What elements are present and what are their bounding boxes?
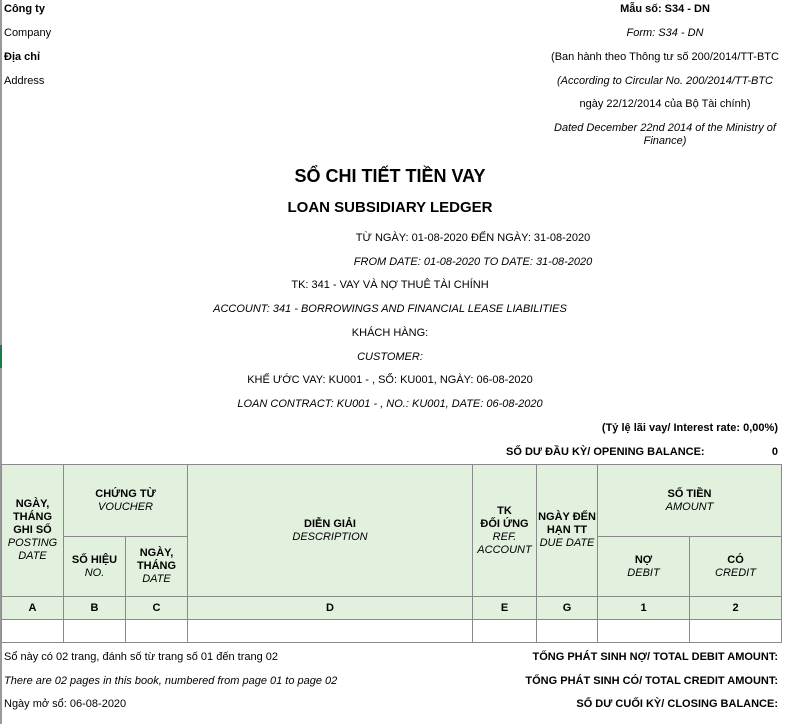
company-label-en: Company <box>4 27 52 39</box>
interest-rate: (Tỷ lệ lãi vay/ Interest rate: 0,00%) <box>601 422 778 434</box>
period-vi: TỪ NGÀY: 01-08-2020 ĐẾN NGÀY: 31-08-2020 <box>355 232 591 244</box>
page-count-vi: Sổ này có 02 trang, đánh số từ trang số 01 đến trang 02 <box>4 651 278 663</box>
column-label-2: 2 <box>690 597 782 620</box>
column-label-1: 1 <box>598 597 690 620</box>
address-label-vi: Địa chỉ <box>4 51 41 63</box>
header-voucher-date: NGÀY, THÁNG DATE <box>126 537 188 597</box>
cell-description[interactable] <box>188 620 473 643</box>
customer-vi: KHÁCH HÀNG: <box>351 327 429 339</box>
opening-balance-value: 0 <box>771 446 778 458</box>
circular-date-en-line1: Dated December 22nd 2014 of the Ministry of <box>554 122 776 134</box>
cell-ref-account[interactable] <box>473 620 537 643</box>
cell-voucher-date[interactable] <box>126 620 188 643</box>
page-title-vi: SỔ CHI TIẾT TIỀN VAY <box>294 166 486 186</box>
company-label-vi: Công ty <box>4 3 45 15</box>
column-label-c: C <box>126 597 188 620</box>
header-voucher: CHỨNG TỪ VOUCHER <box>64 465 188 537</box>
loan-contract-vi: KHẾ ƯỚC VAY: KU001 - , SỐ: KU001, NGÀY: 06-08-2020 <box>247 374 533 386</box>
open-date: Ngày mở sổ: 06-08-2020 <box>4 698 127 710</box>
cell-credit[interactable] <box>690 620 782 643</box>
page-title-en: LOAN SUBSIDIARY LEDGER <box>287 199 493 216</box>
header-posting-date: NGÀY, THÁNG GHI SỔ POSTING DATE <box>2 465 64 597</box>
column-label-row <box>2 597 782 620</box>
circular-date-vi: ngày 22/12/2014 của Bộ Tài chính) <box>579 98 751 110</box>
header-amount: SỐ TIỀN AMOUNT <box>598 465 782 537</box>
customer-en: CUSTOMER: <box>357 351 423 363</box>
header-voucher-no: SỐ HIỆU NO. <box>64 537 126 597</box>
cell-due-date[interactable] <box>537 620 598 643</box>
column-label-g: G <box>537 597 598 620</box>
selected-row-marker <box>0 345 2 368</box>
period-en: FROM DATE: 01-08-2020 TO DATE: 31-08-2020 <box>353 256 593 268</box>
form-number-vi: Mẫu số: S34 - DN <box>620 3 710 15</box>
closing-balance-label: SỐ DƯ CUỐI KỲ/ CLOSING BALANCE: <box>576 698 778 710</box>
table-row <box>2 620 782 643</box>
circular-vi: (Ban hành theo Thông tư số 200/2014/TT-BTC <box>551 51 779 63</box>
header-due-date: NGÀY ĐẾN HẠN TT DUE DATE <box>537 465 598 597</box>
header-ref-account: TK ĐỐI ỨNG REF. ACCOUNT <box>473 465 537 597</box>
header-debit: NỢ DEBIT <box>598 537 690 597</box>
cell-debit[interactable] <box>598 620 690 643</box>
column-label-a: A <box>2 597 64 620</box>
cell-posting-date[interactable] <box>2 620 64 643</box>
column-label-d: D <box>188 597 473 620</box>
column-label-b: B <box>64 597 126 620</box>
opening-balance-label: SỐ DƯ ĐẦU KỲ/ OPENING BALANCE: <box>506 446 705 458</box>
header-credit: CÓ CREDIT <box>690 537 782 597</box>
column-label-e: E <box>473 597 537 620</box>
account-vi: TK: 341 - VAY VÀ NỢ THUÊ TÀI CHÍNH <box>291 279 489 291</box>
page-count-en: There are 02 pages in this book, numbered from page 01 to page 02 <box>4 675 338 687</box>
form-number-en: Form: S34 - DN <box>626 27 704 39</box>
ledger-table <box>1 464 782 643</box>
total-credit-label: TỔNG PHÁT SINH CÓ/ TOTAL CREDIT AMOUNT: <box>525 675 778 687</box>
header-description: DIỄN GIẢI DESCRIPTION <box>188 465 473 597</box>
address-label-en: Address <box>4 75 45 87</box>
total-debit-label: TỔNG PHÁT SINH NỢ/ TOTAL DEBIT AMOUNT: <box>532 651 778 663</box>
account-en: ACCOUNT: 341 - BORROWINGS AND FINANCIAL LEASE LIABILITIES <box>213 303 567 315</box>
cell-voucher-no[interactable] <box>64 620 126 643</box>
circular-date-en-line2: Finance) <box>643 135 687 147</box>
loan-contract-en: LOAN CONTRACT: KU001 - , NO.: KU001, DATE: 06-08-2020 <box>237 398 543 410</box>
circular-en: (According to Circular No. 200/2014/TT-BTC <box>556 75 773 87</box>
